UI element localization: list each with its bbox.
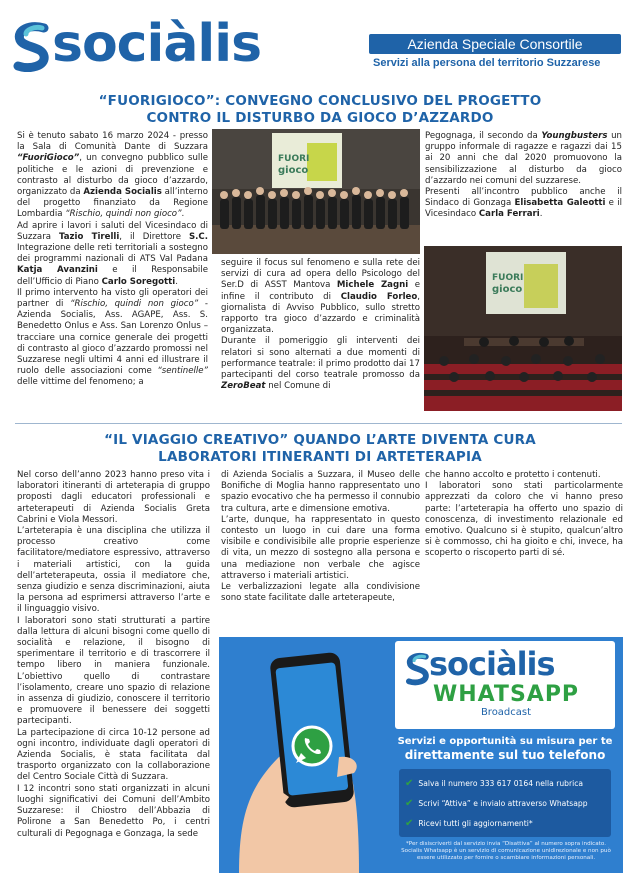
ad-broadcast-label: Broadcast [480,707,532,718]
check-icon: ✔ [405,797,414,809]
svg-text:gioco: gioco [278,165,309,176]
azienda-banner [369,34,621,54]
ad-step-3-text: Ricevi tutti gli aggiornamenti* [418,818,533,828]
ad-logo-icon [405,651,431,687]
ad-steps-box [399,769,611,837]
ad-tagline2: direttamente sul tuo telefono [404,748,606,762]
check-icon: ✔ [405,817,414,829]
whatsapp-icon [291,725,333,767]
ad-brand-card [395,641,615,729]
article1-title [60,93,580,127]
ad-brand-wordmark: sociàlis [429,645,555,683]
article2-col3: che hanno accolto e protetto i contenuti. I laboratori sono stati particolarmente apprezzati da coloro che vi hanno preso parte: l’arteterapia ha offerto uno spazio di conoscenza, di investimento relazionale ed emotivo. Qualcuno si è stupito, qualcun’altro si è commosso, chi ha gioito e chi, invece, ha scoperto o riscoperto parti di sé. [425,470,623,559]
ad-tagline1: Servizi e opportunità su misura per te [397,736,613,747]
ad-step-2-text: Scrivi “Attiva” e invialo attraverso Whatsapp [418,798,588,808]
svg-text:gioco: gioco [492,284,523,295]
check-icon: ✔ [405,777,414,789]
ad-step-1 [405,773,605,793]
article2-title-line1: “IL VIAGGIO CREATIVO” QUANDO L’ARTE DIVENTA CURA [104,432,536,448]
article1-photo-stage [212,129,420,254]
ad-step-2 [405,793,605,813]
article2-title-line2: LABORATORI ITINERANTI DI ARTETERAPIA [158,449,482,465]
ad-step-1-text: Salva il numero 333 617 0164 nella rubrica [418,778,584,788]
article1-title-line1: “FUORIGIOCO”: CONVEGNO CONCLUSIVO DEL PROGETTO [98,93,542,109]
article1-title-line2: CONTRO IL DISTURBO DA GIOCO D’AZZARDO [146,110,494,126]
azienda-label: Azienda Speciale Consortile [407,36,583,52]
article1-col1: Si è tenuto sabato 16 marzo 2024 - presso la Sala di Comunità Dante di Suzzara “FuoriGioco”, un convegno pubblico sulle politiche e le azioni di prevenzione e contrasto al disturbo da gioco d’azzardo, organizzato da Azienda Socialis all’interno del progetto finanziato da Regione Lombardia “Rischio, quindi non gioco”. Ad aprire i lavori i saluti del Vicesindaco di Suzzara Tazio Tirelli, il Direttore S.C. Integrazione delle reti territoriali a sostegno dei programmi nazionali di ATS Val Padana Katja Avanzini e il Responsabile dell’Ufficio di Piano Carlo Soregotti. Il primo intervento ha visto gli operatori dei partner di “Rischio, quindi non gioco” - Azienda Socialis, Ass. AGAPE, Ass. S. Benedetto Onlus e Ass. San Lorenzo Onlus – tracciare una cornice generale dei progetti di contrasto al gioco d’azzardo promossi nel Suzzarese negli ultimi 4 anni ed illustrare il ruolo delle associazioni come “sentinelle” delle vittime del fenomeno; a [17,131,208,388]
article1-col2: seguire il focus sul fenomeno e sulla rete dei servizi di cura ad opera dello Psicologo del Ser.D di ASST Mantova Michele Zagni e infine il contributo di Claudio Forleo, giornalista di Avviso Pubblico, sullo stretto rapporto tra gioco d’azzardo e criminalità organizzata. Durante il pomeriggio gli interventi dei relatori si sono alternati a due momenti di performance teatrale: il primo prodotto dai 17 partecipanti del corso teatrale promosso da ZeroBeat nel Comune di [221,258,420,392]
socialis-logo-icon [12,22,52,72]
ad-whatsapp-label: WHATSAPP [432,682,580,707]
header [0,0,637,82]
article2-title [60,432,580,466]
ad-footnote: *Per disiscriverti dal servizio invia “Disattiva” al numero sopra indicato. Socialis Whatsapp è un servizio di comunicazione unidirezionale e non può essere utilizzato per fornire o scambiare informazioni personali. [401,841,611,862]
article1-photo-audience [424,246,622,411]
svg-text:FUORI: FUORI [492,273,524,283]
article1-col3: Pegognaga, il secondo da Youngbusters un gruppo informale di ragazze e ragazzi dai 15 ai 20 anni che dal 2020 promuovono la sensibilizzazione al disturbo da gioco d’azzardo nei comuni del suzzarese. Presenti all’incontro pubblico anche il Sindaco di Gonzaga Elisabetta Galeotti e il Vicesindaco Carla Ferrari. [425,131,622,220]
article2-col2: di Azienda Socialis a Suzzara, il Museo delle Bonifiche di Moglia hanno rappresentato uno spazio evocativo che ha permesso il connubio tra cultura, arte e dimensione emotiva. L’arte, dunque, ha rappresentato in questo contesto un luogo in cui dare una forma visibile e condivisibile alle proprie esperienze di vita, un mezzo di sostegno alla persona e una mediazione non verbale che agisce attraverso i materiali artistici. Le verbalizzazioni legate alla condivisione sono state facilitate dalle arteterapeute, [221,470,420,604]
section-divider [15,423,622,424]
svg-text:FUORI: FUORI [278,154,310,164]
servizi-subtitle: Servizi alla persona del territorio Suzzarese [373,57,601,69]
article2-col1: Nel corso dell’anno 2023 hanno preso vita i laboratori itineranti di arteterapia di gruppo proposti dagli educatori professionali e arteterapeuti di Azienda Socialis Greta Cabrini e Viola Messori. L’arteterapia è una disciplina che utilizza il processo creativo come facilitatore/mediatore espressivo, attraverso i materiali artistici, con la guida dell’arteterapeuta, ossia il mediatore che, senza giudizio e senza discriminazioni, aiuta la persona ad esprimersi attraverso l’arte e il linguaggio visivo. I laboratori sono stati strutturati a partire dalla lettura di alcuni bisogni come quello di socialità e relazione, il bisogno di sperimentare il territorio e di trascorrere il tempo libero in maniera funzionale. L’obiettivo quello di contrastare l’isolamento, creare uno spazio di relazione in assenza di giudizio, conoscere il territorio e promuovere il benessere dei soggetti partecipanti. La partecipazione di circa 10-12 persone ad ogni incontro, individuate dagli operatori di Azienda Socialis, è stata facilitata dal trasporto organizzato con la collaborazione del Centro Sociale Città di Suzzara. I 12 incontri sono stati organizzati in alcuni luoghi significativi dei Comuni dell’Ambito Suzzarese: il Chiostro dell’Abbazia di Polirone a San Benedetto Po, i centri culturali di Pegognaga e Gonzaga, la sede [17,470,210,839]
whatsapp-ad [219,637,623,873]
ad-step-3 [405,813,605,833]
brand-wordmark: sociàlis [52,14,262,74]
